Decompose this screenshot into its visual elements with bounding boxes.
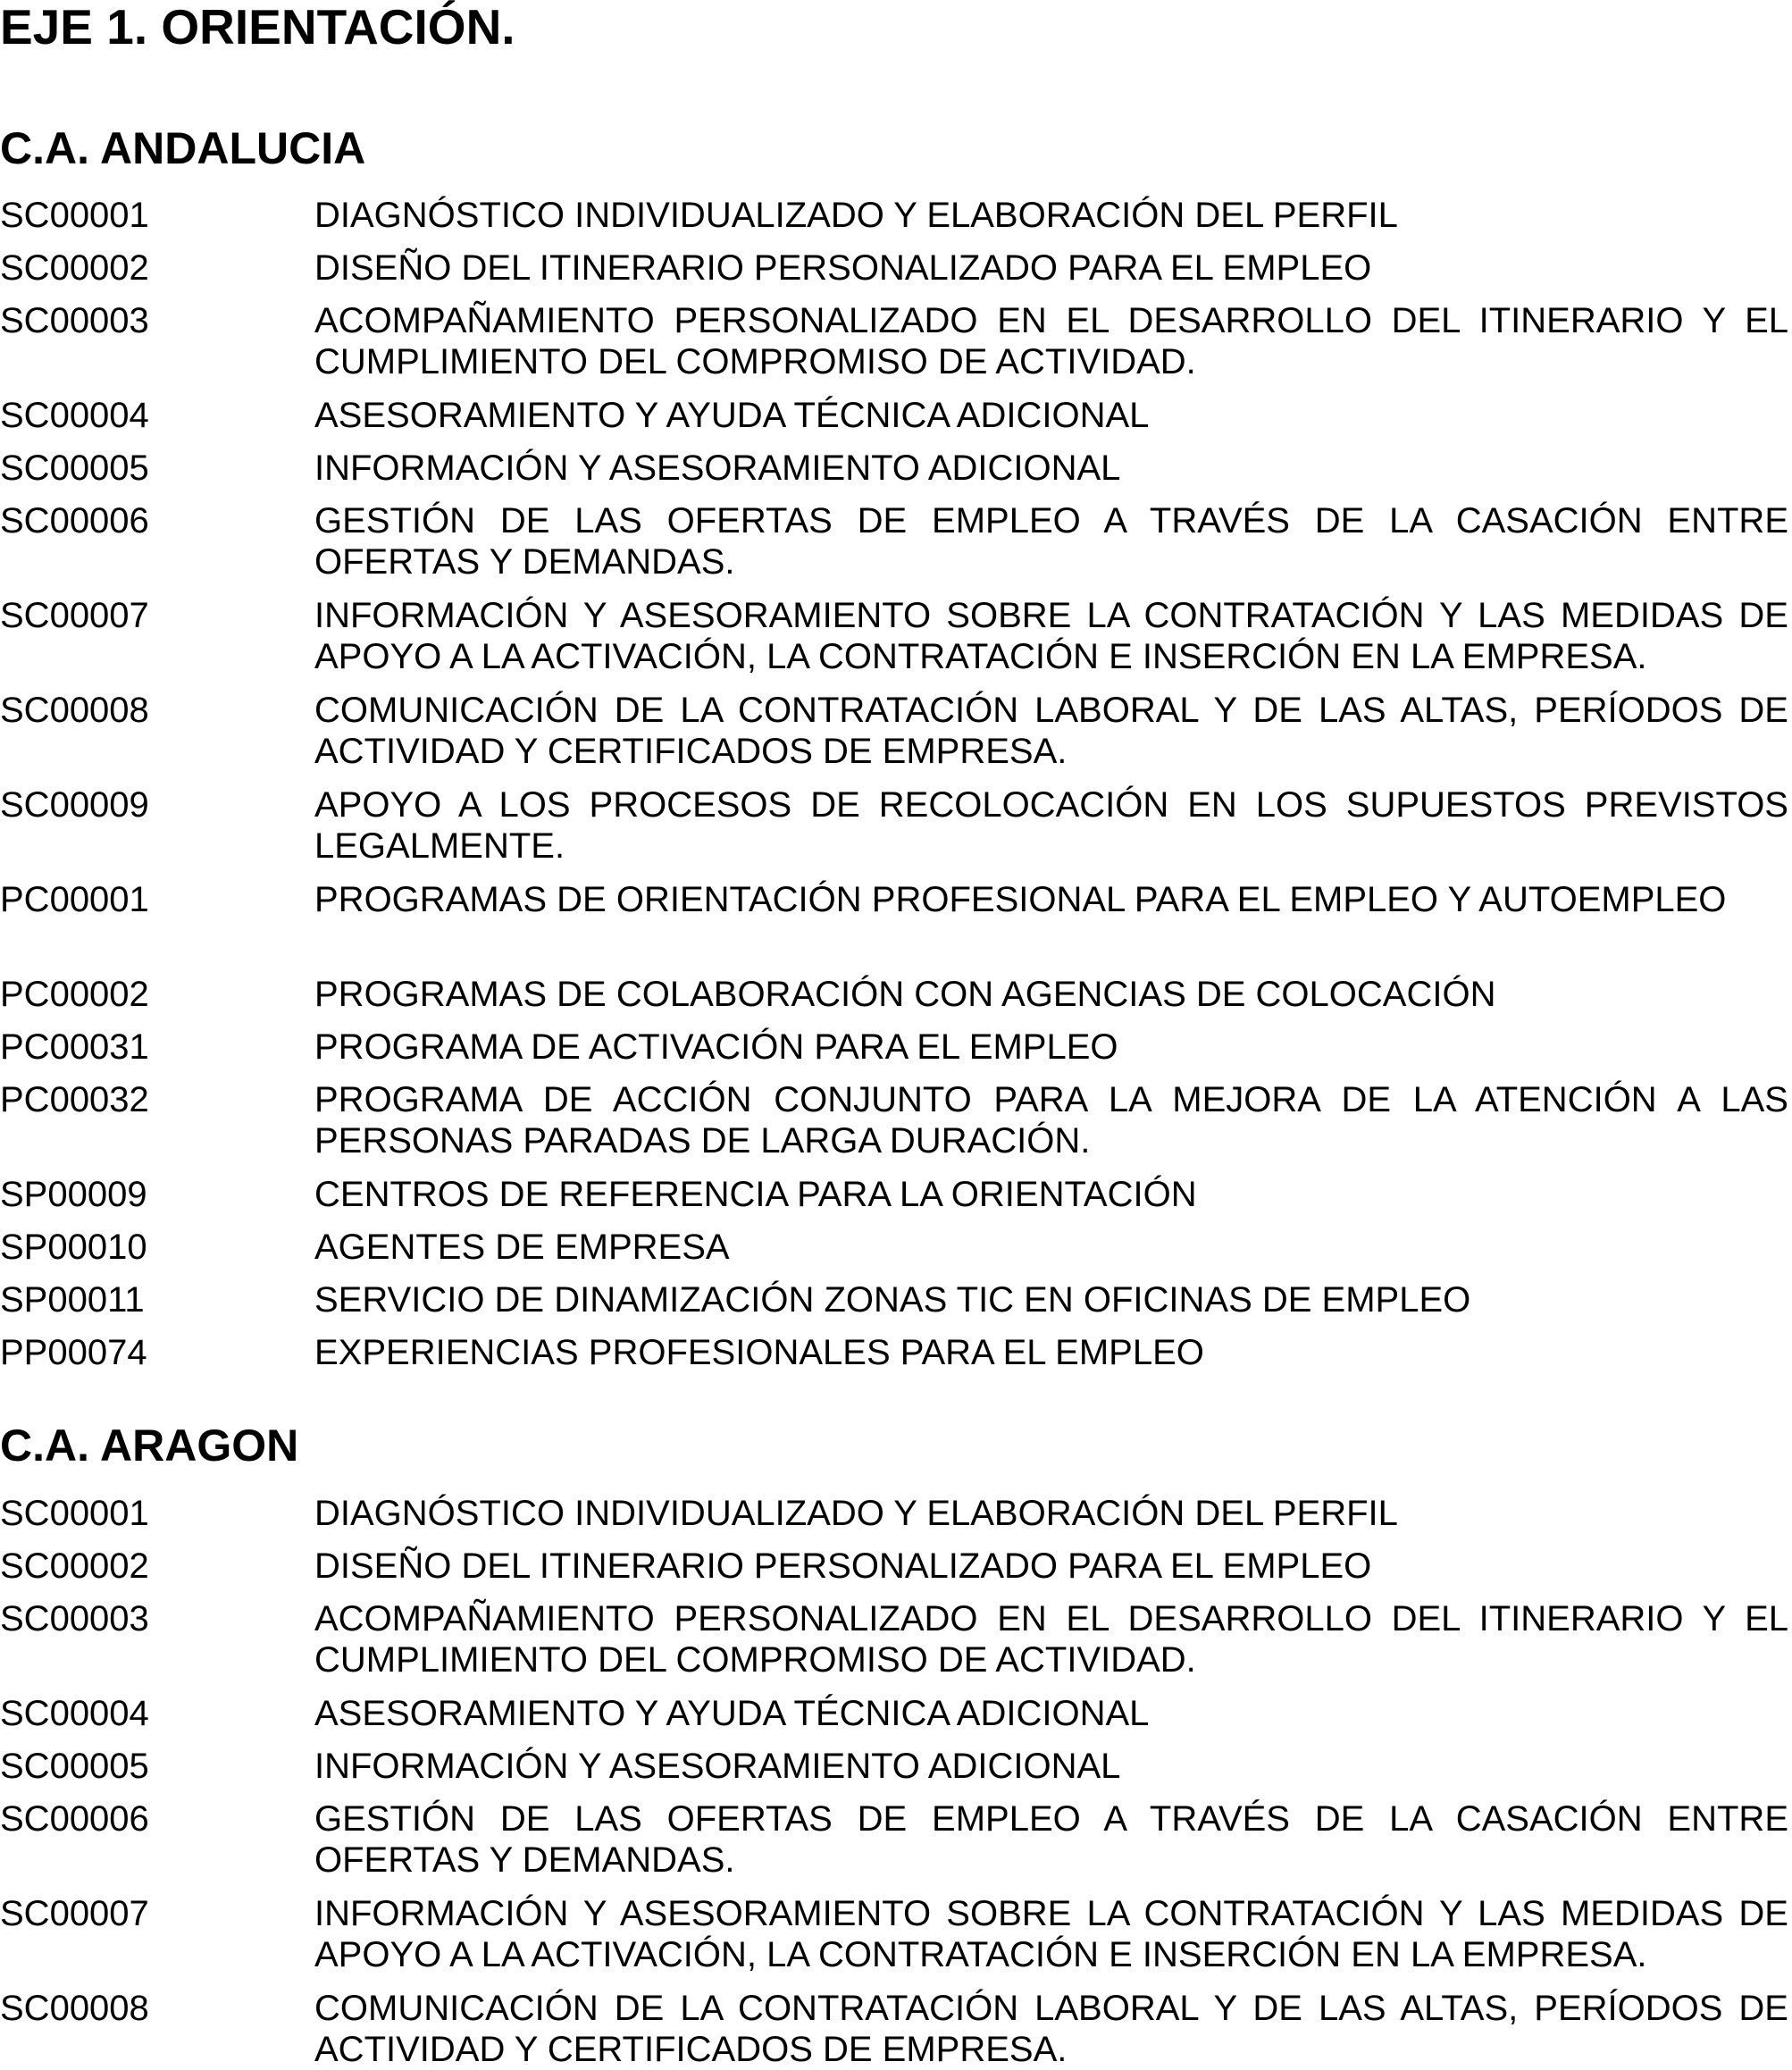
entry-description: INFORMACIÓN Y ASESORAMIENTO SOBRE LA CONTRATACIÓN Y LAS MEDIDAS DE APOYO A LA ACTIVACIÓN, LA CONTRATACIÓN E INSERCIÓN EN LA EMPRESA. <box>314 1894 1788 1974</box>
entry-code: SC00007 <box>0 596 149 635</box>
entry-description: GESTIÓN DE LAS OFERTAS DE EMPLEO A TRAVÉS DE LA CASACIÓN ENTRE OFERTAS Y DEMANDAS. <box>314 501 1788 582</box>
entry-code: PP00074 <box>0 1333 147 1372</box>
entry-code: SC00007 <box>0 1894 149 1933</box>
entry-code: SC00003 <box>0 301 149 340</box>
entry-code: PC00031 <box>0 1027 149 1067</box>
entry-description: PROGRAMA DE ACCIÓN CONJUNTO PARA LA MEJORA DE LA ATENCIÓN A LAS PERSONAS PARADAS DE LARGA DURACIÓN. <box>314 1080 1788 1161</box>
entry-description: ACOMPAÑAMIENTO PERSONALIZADO EN EL DESARROLLO DEL ITINERARIO Y EL CUMPLIMIENTO DEL COMPROMISO DE ACTIVIDAD. <box>314 1599 1788 1680</box>
entry-description: ASESORAMIENTO Y AYUDA TÉCNICA ADICIONAL <box>314 396 1150 435</box>
entry-description: PROGRAMAS DE COLABORACIÓN CON AGENCIAS DE COLOCACIÓN <box>314 975 1496 1014</box>
entry-description: DIAGNÓSTICO INDIVIDUALIZADO Y ELABORACIÓN DEL PERFIL <box>314 196 1398 235</box>
entry-code: PC00032 <box>0 1080 149 1119</box>
entry-code: SC00001 <box>0 1494 149 1533</box>
section-heading: C.A. ARAGON <box>0 1421 299 1471</box>
entry-code: SC00008 <box>0 691 149 730</box>
entry-description: DIAGNÓSTICO INDIVIDUALIZADO Y ELABORACIÓN DEL PERFIL <box>314 1494 1398 1533</box>
entry-code: PC00002 <box>0 975 149 1014</box>
entry-code: SP00010 <box>0 1228 147 1267</box>
entry-description: COMUNICACIÓN DE LA CONTRATACIÓN LABORAL Y DE LAS ALTAS, PERÍODOS DE ACTIVIDAD Y CERTIFICADOS DE EMPRESA. <box>314 691 1788 771</box>
entry-description: COMUNICACIÓN DE LA CONTRATACIÓN LABORAL Y DE LAS ALTAS, PERÍODOS DE ACTIVIDAD Y CERTIFICADOS DE EMPRESA. <box>314 1989 1788 2069</box>
entry-code: SC00004 <box>0 1694 149 1733</box>
entry-code: SC00009 <box>0 785 149 825</box>
section-heading: C.A. ANDALUCIA <box>0 123 366 173</box>
entry-description: ACOMPAÑAMIENTO PERSONALIZADO EN EL DESARROLLO DEL ITINERARIO Y EL CUMPLIMIENTO DEL COMPROMISO DE ACTIVIDAD. <box>314 301 1788 381</box>
entry-code: SC00002 <box>0 248 149 288</box>
entry-description: PROGRAMAS DE ORIENTACIÓN PROFESIONAL PARA EL EMPLEO Y AUTOEMPLEO <box>314 880 1727 919</box>
entry-description: SERVICIO DE DINAMIZACIÓN ZONAS TIC EN OFICINAS DE EMPLEO <box>314 1280 1471 1320</box>
entry-code: SC00001 <box>0 196 149 235</box>
entry-description: ASESORAMIENTO Y AYUDA TÉCNICA ADICIONAL <box>314 1694 1150 1733</box>
document-title: EJE 1. ORIENTACIÓN. <box>0 0 515 54</box>
entry-description: DISEÑO DEL ITINERARIO PERSONALIZADO PARA EL EMPLEO <box>314 1546 1372 1586</box>
entry-code: SP00011 <box>0 1280 145 1320</box>
entry-description: APOYO A LOS PROCESOS DE RECOLOCACIÓN EN LOS SUPUESTOS PREVISTOS LEGALMENTE. <box>314 785 1788 866</box>
entry-description: GESTIÓN DE LAS OFERTAS DE EMPLEO A TRAVÉS DE LA CASACIÓN ENTRE OFERTAS Y DEMANDAS. <box>314 1799 1788 1880</box>
entry-description: AGENTES DE EMPRESA <box>314 1228 730 1267</box>
entry-code: PC00001 <box>0 880 149 919</box>
entry-description: PROGRAMA DE ACTIVACIÓN PARA EL EMPLEO <box>314 1027 1118 1067</box>
entry-code: SP00009 <box>0 1175 147 1214</box>
entry-description: INFORMACIÓN Y ASESORAMIENTO ADICIONAL <box>314 448 1121 488</box>
entry-code: SC00003 <box>0 1599 149 1638</box>
entry-code: SC00002 <box>0 1546 149 1586</box>
entry-description: EXPERIENCIAS PROFESIONALES PARA EL EMPLEO <box>314 1333 1204 1372</box>
entry-description: INFORMACIÓN Y ASESORAMIENTO ADICIONAL <box>314 1747 1121 1786</box>
entry-code: SC00005 <box>0 1747 149 1786</box>
entry-description: INFORMACIÓN Y ASESORAMIENTO SOBRE LA CONTRATACIÓN Y LAS MEDIDAS DE APOYO A LA ACTIVACIÓN, LA CONTRATACIÓN E INSERCIÓN EN LA EMPRESA. <box>314 596 1788 676</box>
entry-code: SC00004 <box>0 396 149 435</box>
entry-code: SC00005 <box>0 448 149 488</box>
entry-code: SC00006 <box>0 1799 149 1839</box>
entry-code: SC00006 <box>0 501 149 541</box>
entry-code: SC00008 <box>0 1989 149 2028</box>
entry-description: CENTROS DE REFERENCIA PARA LA ORIENTACIÓN <box>314 1175 1197 1214</box>
entry-description: DISEÑO DEL ITINERARIO PERSONALIZADO PARA EL EMPLEO <box>314 248 1372 288</box>
